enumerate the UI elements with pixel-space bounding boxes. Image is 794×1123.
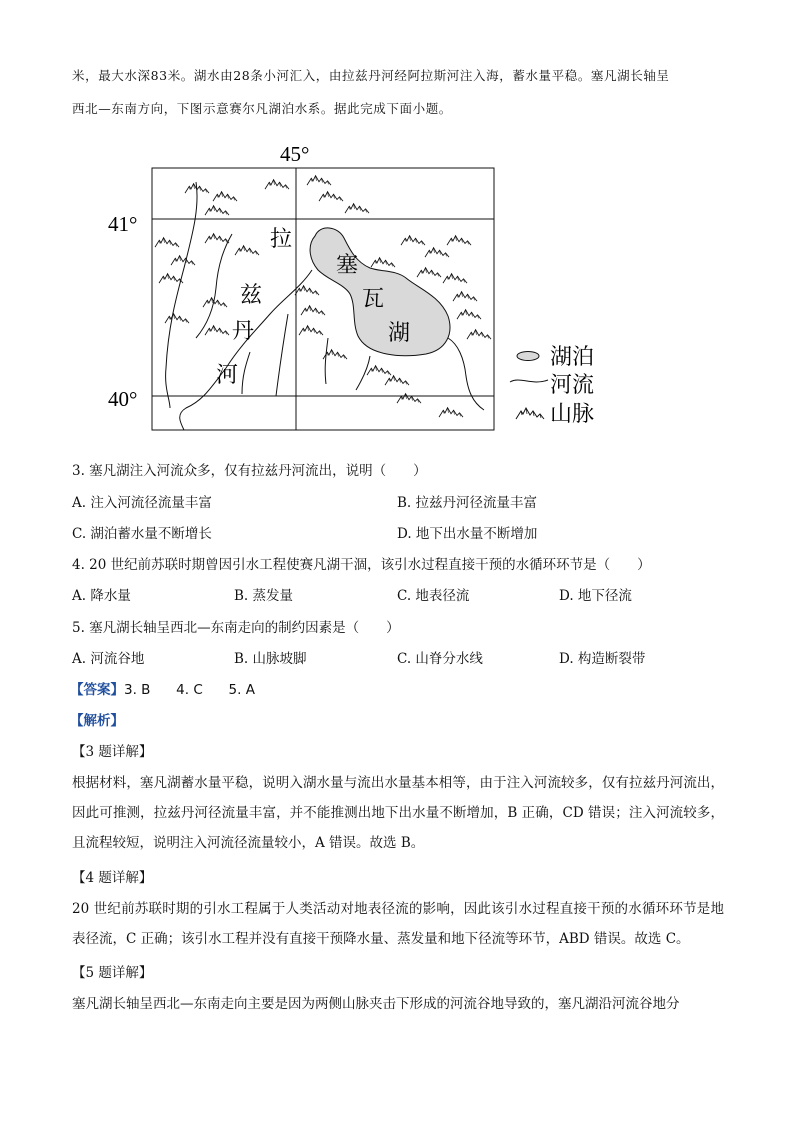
question-4-option-b[interactable]: B. 蒸发量 <box>234 588 294 604</box>
detail-4-body: 20 世纪前苏联时期的引水工程属于人类活动对地表径流的影响，因此该引水过程直接干预的水循环环节是地表径流，C 正确；该引水工程并没有直接干预降水量、蒸发量和地下径流等环节，ABD 错误。故选 C。 <box>72 901 724 947</box>
river-char-4: 河 <box>216 363 239 388</box>
legend-mountain-symbol <box>516 408 544 419</box>
lake-char-1: 塞 <box>336 253 359 278</box>
legend-lake-symbol <box>517 352 539 361</box>
river-char-2: 兹 <box>240 283 263 308</box>
question-3-option-a[interactable]: A. 注入河流径流量丰富 <box>72 495 212 511</box>
question-5-option-a[interactable]: A. 河流谷地 <box>72 651 145 667</box>
mountain-symbols <box>155 176 491 417</box>
river-tributary-a <box>196 234 232 338</box>
question-4-option-a[interactable]: A. 降水量 <box>72 588 131 604</box>
sevan-lake-map <box>100 138 640 438</box>
detail-3-body: 根据材料，塞凡湖蓄水量平稳，说明入湖水量与流出水量基本相等，由于注入河流较多，仅有拉兹丹河流出，因此可推测，拉兹丹河径流量丰富，并不能推测出地下出水量不断增加，B 正确，CD 错误；注入河流较多，且流程较短，说明注入河流径流量较小，A 错误。故选 B。 <box>72 775 724 851</box>
river-tributary-c <box>325 338 328 384</box>
river-char-3: 丹 <box>232 319 255 344</box>
question-5-option-b[interactable]: B. 山脉坡脚 <box>234 651 307 667</box>
question-5-option-c[interactable]: C. 山脊分水线 <box>397 651 483 667</box>
river-tributary-f <box>242 352 250 394</box>
longitude-label: 45° <box>280 142 310 166</box>
legend-lake-label: 湖泊 <box>550 345 595 370</box>
river-tributary-b <box>276 314 288 396</box>
question-4-stem: 4. 20 世纪前苏联时期曾因引水工程使赛凡湖干涸，该引水过程直接干预的水循环环节是（ ） <box>72 557 651 573</box>
river-tributary-e <box>448 338 484 410</box>
question-3-stem: 3. 塞凡湖注入河流众多，仅有拉兹丹河流出，说明（ ） <box>72 463 427 479</box>
intro-line-2: 西北—东南方向，下图示意赛尔凡湖泊水系。据此完成下面小题。 <box>72 101 452 116</box>
detail-5-body: 塞凡湖长轴呈西北—东南走向主要是因为两侧山脉夹击下形成的河流谷地导致的，塞凡湖沿河流谷地分 <box>72 996 680 1012</box>
answer-label: 【答案】 <box>70 682 124 698</box>
lake-char-3: 湖 <box>388 321 411 346</box>
question-4-option-c[interactable]: C. 地表径流 <box>397 588 470 604</box>
analysis-label: 【解析】 <box>70 713 124 729</box>
legend-river-label: 河流 <box>550 373 595 398</box>
latitude-label-top: 41° <box>108 212 138 236</box>
analysis-line <box>70 711 124 731</box>
answer-line <box>70 680 255 700</box>
question-4-option-d[interactable]: D. 地下径流 <box>559 588 632 604</box>
river-west <box>166 182 197 408</box>
legend-river-symbol <box>510 380 548 382</box>
detail-5-heading: 【5 题详解】 <box>72 965 153 981</box>
latitude-label-bottom: 40° <box>108 387 138 411</box>
river-char-1: 拉 <box>270 227 293 252</box>
question-5-option-d[interactable]: D. 构造断裂带 <box>559 651 646 667</box>
question-3-option-b[interactable]: B. 拉兹丹河径流量丰富 <box>397 495 538 511</box>
lake-char-2: 瓦 <box>362 287 385 312</box>
answer-text: 3. B 4. C 5. A <box>124 682 255 698</box>
question-3-option-c[interactable]: C. 湖泊蓄水量不断增长 <box>72 526 212 542</box>
legend-mountain-label: 山脉 <box>550 402 595 427</box>
detail-3-heading: 【3 题详解】 <box>72 744 153 760</box>
intro-line-1: 米，最大水深83米。湖水由28条小河汇入，由拉兹丹河经阿拉斯河注入海，蓄水量平稳。塞凡湖长轴呈 <box>72 68 670 83</box>
question-3-option-d[interactable]: D. 地下出水量不断增加 <box>397 526 538 542</box>
detail-4-heading: 【4 题详解】 <box>72 870 153 886</box>
question-5-stem: 5. 塞凡湖长轴呈西北—东南走向的制约因素是（ ） <box>72 620 400 636</box>
